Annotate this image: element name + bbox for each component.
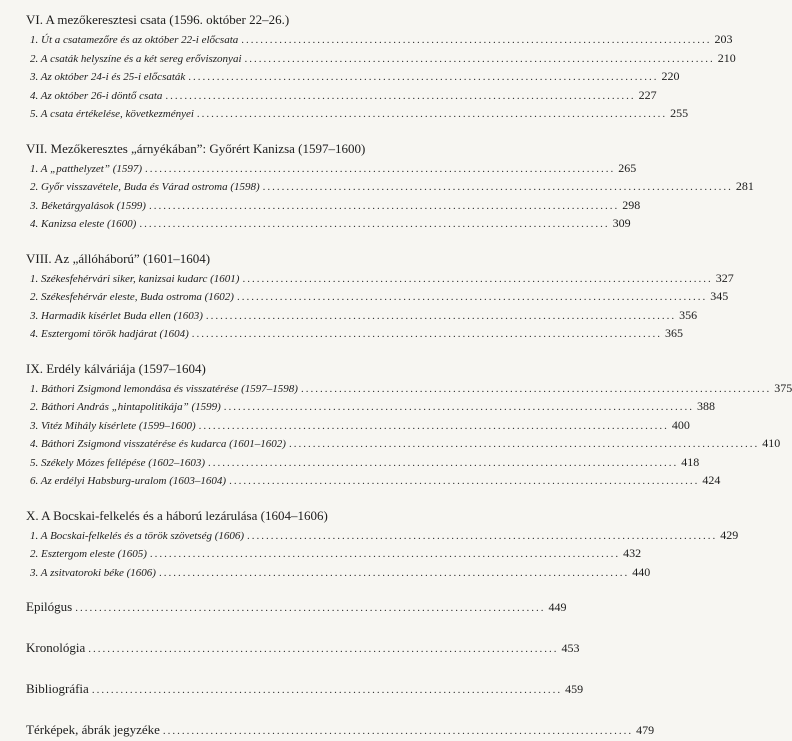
leader-dots: ................................................................................................... [139,218,610,230]
leader-dots: ................................................................................................... [300,382,772,395]
toc-section-8 [26,249,734,343]
toc-entry[interactable] [26,269,734,288]
entry-label: 4. Báthori Zsigmond visszatérése és kudarca (1601–1602) [30,438,286,450]
toc-entry[interactable] [26,86,657,105]
entry-label: 3. Az október 24-i és 25-i előcsaták [30,71,186,83]
entry-label: 1. A „patthelyzet” (1597) [30,162,143,175]
page-number: 400 [671,417,690,432]
entry-label: Térképek, ábrák jegyzéke [26,722,160,737]
section-title: VI. A mezőkeresztesi csata (1596. október 22–26.) [26,12,290,27]
page-number: 365 [665,326,684,340]
toc-entry[interactable] [26,214,631,233]
leader-dots: ................................................................................................... [75,602,546,614]
toc-entry[interactable] [26,306,698,325]
page-number: 479 [636,723,655,737]
leader-dots: ................................................................................................... [208,456,679,469]
leader-dots: ................................................................................................... [205,309,677,322]
entry-label: 3. Vitéz Mihály kísérlete (1599–1600) [30,419,196,432]
toc-entry[interactable] [26,453,700,472]
toc-entry[interactable] [26,287,729,306]
toc-entry[interactable] [26,416,690,435]
leader-dots: ................................................................................................... [244,52,715,65]
toc-entry-epilogue[interactable] [26,597,567,616]
entry-label: 1. Út a csatamezőre és az október 22-i előcsata [30,34,239,46]
section-title: X. A Bocskai-felkelés és a háború lezárulása (1604–1606) [26,507,328,523]
entry-label: 2. Báthori András „hintapolitikája” (1599) [30,401,221,413]
page-number: 453 [561,641,580,655]
page-number: 356 [679,307,698,322]
leader-dots: ................................................................................................... [288,438,760,450]
page-number: 449 [548,600,567,614]
page-number: 388 [697,399,716,413]
leader-dots: ................................................................................................... [191,328,663,340]
entry-label: 2. Esztergom eleste (1605) [30,548,147,560]
entry-label: 2. Győr visszavétele, Buda és Várad ostroma (1598) [30,181,260,193]
page-number: 220 [661,69,680,83]
page-number: 265 [618,160,637,175]
entry-label: 3. A zsitvatoroki béke (1606) [30,566,156,579]
leader-dots: ................................................................................................... [148,199,620,212]
page-number: 424 [702,473,721,487]
leader-dots: ................................................................................................... [188,71,659,83]
toc-entry[interactable] [26,159,637,178]
toc-entry-bibliography[interactable] [26,679,584,698]
leader-dots: ................................................................................................... [242,272,713,285]
page-number: 309 [612,216,631,230]
entry-label: 1. Székesfehérvári siker, kanizsai kudarc (1601) [30,272,240,285]
entry-label: 2. A csaták helyszíne és a két sereg erőviszonyai [30,52,242,65]
toc-section-7 [26,139,754,233]
toc-entry[interactable] [26,104,689,123]
leader-dots: ................................................................................................... [149,548,621,560]
toc-entry[interactable] [26,324,684,343]
section-title: VII. Mezőkeresztes „árnyékában”: Győrért Kanizsa (1597–1600) [26,140,366,156]
entry-label: 1. Báthori Zsigmond lemondása és visszatérése (1597–1598) [30,382,298,395]
toc-entry[interactable] [26,563,651,582]
entry-label: Bibliográfia [26,681,89,696]
leader-dots: ................................................................................................... [88,643,559,655]
page-number: 210 [717,50,736,65]
leader-dots: ................................................................................................... [91,684,563,696]
entry-label: 4. Kanizsa eleste (1600) [30,218,137,230]
section-title: IX. Erdély kálváriája (1597–1604) [26,360,206,376]
toc-entry[interactable] [26,30,733,49]
entry-label: 4. Esztergomi török hadjárat (1604) [30,328,189,340]
leader-dots: ................................................................................................... [236,291,708,303]
leader-dots: ................................................................................................... [229,475,700,487]
entry-label: 6. Az erdélyi Habsburg-uralom (1603–1604) [30,475,227,487]
toc-entry[interactable] [26,526,739,545]
leader-dots: ................................................................................................... [196,108,668,120]
toc-entry[interactable] [26,67,680,86]
toc-entry[interactable] [26,177,754,196]
page-number: 410 [762,436,781,450]
page-number: 327 [715,270,734,285]
page-number: 203 [714,32,733,46]
toc-entry[interactable] [26,379,792,398]
entry-label: 3. Harmadik kísérlet Buda ellen (1603) [30,309,203,322]
leader-dots: ................................................................................................... [165,89,636,102]
entry-label: Epilógus [26,599,73,614]
toc-section-9 [26,359,792,490]
page-number: 255 [670,106,689,120]
entry-label: 2. Székesfehérvár eleste, Buda ostroma (1602) [30,291,234,303]
entry-label: 1. A Bocskai-felkelés és a török szövetség (1606) [30,529,245,542]
entry-label: 4. Az október 26-i döntő csata [30,89,163,102]
toc-section-6 [26,10,736,123]
toc-entry-maps-figures[interactable] [26,720,655,739]
page-number: 281 [735,179,754,193]
leader-dots: ................................................................................................... [247,529,718,542]
page-number: 429 [720,527,739,542]
page-number: 440 [632,564,651,579]
toc-entry[interactable] [26,434,781,453]
leader-dots: ................................................................................................... [162,725,634,737]
toc-section-10 [26,506,739,582]
leader-dots: ................................................................................................... [262,181,733,193]
toc-entry[interactable] [26,544,642,563]
leader-dots: ................................................................................................... [145,162,616,175]
page-number: 459 [565,682,584,696]
page-number: 432 [623,546,642,560]
page-number: 345 [710,289,729,303]
entry-label: 5. A csata értékelése, következményei [30,108,194,120]
entry-label: Kronológia [26,640,86,655]
leader-dots: ................................................................................................... [241,34,712,46]
toc-entry[interactable] [26,49,736,68]
entry-label: 3. Béketárgyalások (1599) [30,199,146,212]
entry-label: 5. Székely Mózes fellépése (1602–1603) [30,456,206,469]
toc-entry[interactable] [26,196,641,215]
page-number: 375 [774,380,792,395]
leader-dots: ................................................................................................... [223,401,695,413]
toc-entry-chronology[interactable] [26,638,580,657]
toc-entry[interactable] [26,471,721,490]
page-number: 418 [681,454,700,469]
page-number: 298 [622,197,641,212]
leader-dots: ................................................................................................... [158,566,630,579]
toc-entry[interactable] [26,397,716,416]
table-of-contents [26,10,792,739]
section-title: VIII. Az „állóháború” (1601–1604) [26,250,211,266]
page-number: 227 [638,87,657,102]
leader-dots: ................................................................................................... [198,419,669,432]
